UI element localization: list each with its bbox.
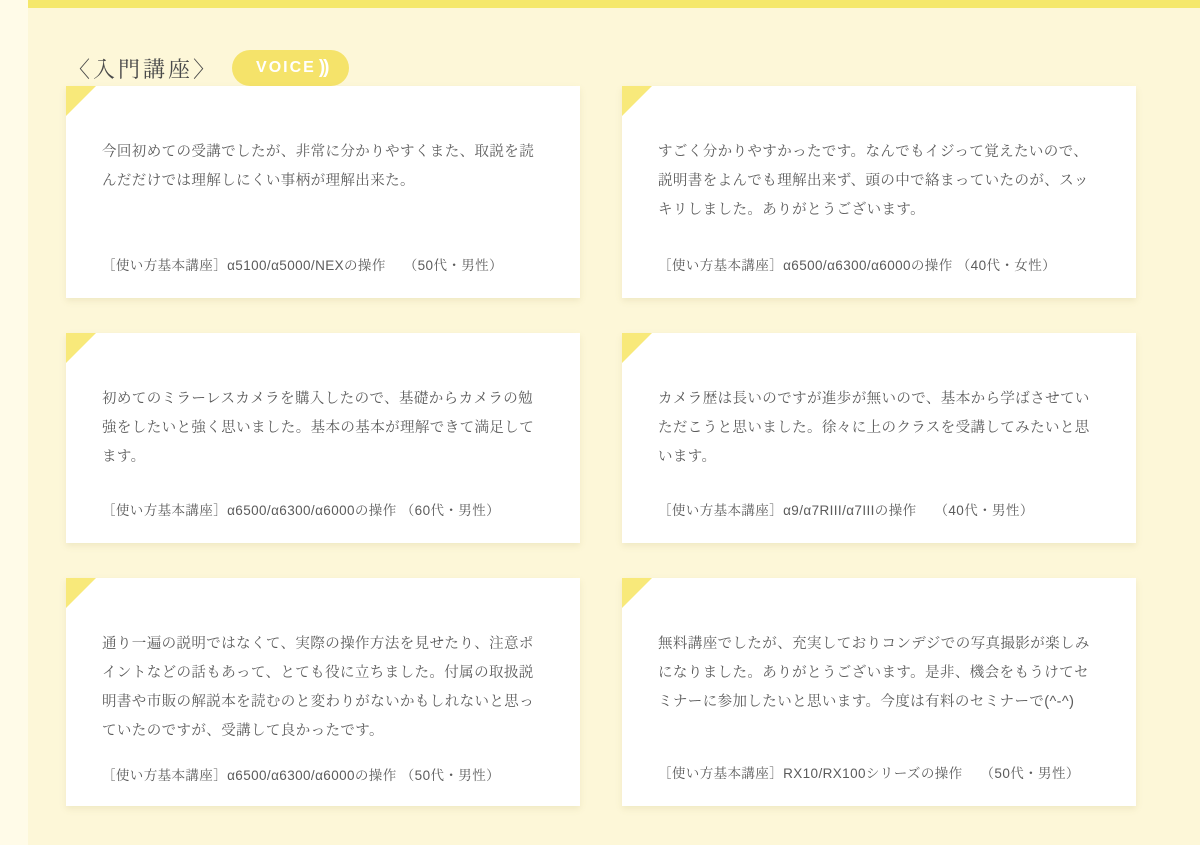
- testimonial-meta: [102, 236, 544, 274]
- testimonial-course: ［使い方基本講座］α6500/α6300/α6000の操作: [658, 258, 953, 273]
- testimonial-course: ［使い方基本講座］RX10/RX100シリーズの操作: [658, 766, 963, 781]
- testimonial-course: ［使い方基本講座］α5100/α5000/NEXの操作: [102, 258, 386, 273]
- left-accent-bar: [0, 0, 28, 845]
- testimonial-profile: （50代・男性）: [980, 766, 1080, 781]
- testimonial-card: [622, 578, 1136, 806]
- testimonial-profile: （60代・男性）: [400, 503, 500, 518]
- testimonial-meta: [658, 481, 1100, 519]
- testimonial-quote: すごく分かりやすかったです。なんでもイジって覚えたいので、説明書をよんでも理解出来ず、頭の中で絡まっていたのが、スッキリしました。ありがとうございます。: [658, 144, 1089, 218]
- testimonial-meta: [658, 744, 1100, 782]
- testimonial-profile: （40代・男性）: [934, 503, 1034, 518]
- voice-badge-label: VOICE: [256, 58, 316, 76]
- testimonial-card: [66, 578, 580, 806]
- corner-fold-icon: [622, 333, 652, 363]
- testimonial-card: [66, 86, 580, 298]
- testimonial-quote: カメラ歴は長いのですが進歩が無いので、基本から学ばさせていただこうと思いました。徐々に上のクラスを受講してみたいと思います。: [658, 391, 1090, 465]
- testimonial-quote: 今回初めての受講でしたが、非常に分かりやすくまた、取説を読んだだけでは理解しにくい事柄が理解出来た。: [102, 144, 535, 189]
- testimonial-card: [622, 86, 1136, 298]
- corner-fold-icon: [66, 86, 96, 116]
- page-title: 〈入門講座〉: [68, 56, 219, 82]
- testimonial-card: [66, 333, 580, 543]
- testimonial-profile: （50代・男性）: [400, 768, 500, 783]
- testimonial-profile: （50代・男性）: [403, 258, 503, 273]
- testimonial-profile: （40代・女性）: [956, 258, 1056, 273]
- corner-fold-icon: [622, 86, 652, 116]
- testimonial-course: ［使い方基本講座］α6500/α6300/α6000の操作: [102, 503, 397, 518]
- testimonial-quote: 無料講座でしたが、充実しておりコンデジでの写真撮影が楽しみになりました。ありがとうございます。是非、機会をもうけてセミナーに参加したいと思います。今度は有料のセミナーで(^-^): [658, 636, 1090, 710]
- testimonial-meta: [658, 236, 1100, 274]
- section-header: [28, 8, 1200, 96]
- testimonial-card: [622, 333, 1136, 543]
- testimonial-grid: [66, 86, 1172, 806]
- testimonial-meta: [102, 746, 544, 784]
- voice-section: [28, 8, 1200, 845]
- top-accent-bar: [0, 0, 1200, 8]
- corner-fold-icon: [622, 578, 652, 608]
- testimonial-quote: 通り一遍の説明ではなくて、実際の操作方法を見せたり、注意ポイントなどの話もあって、とても役に立ちました。付属の取扱説明書や市販の解説本を読むのと変わりがないかもしれないと思っていたのですが、受講して良かったです。: [102, 636, 535, 739]
- testimonial-quote: 初めてのミラーレスカメラを購入したので、基礎からカメラの勉強をしたいと強く思いました。基本の基本が理解できて満足してます。: [102, 391, 535, 465]
- sound-wave-icon: )): [318, 57, 328, 78]
- voice-badge: [232, 50, 349, 86]
- corner-fold-icon: [66, 578, 96, 608]
- testimonial-course: ［使い方基本講座］α9/α7RIII/α7IIIの操作: [658, 503, 917, 518]
- testimonial-course: ［使い方基本講座］α6500/α6300/α6000の操作: [102, 768, 397, 783]
- testimonial-meta: [102, 481, 544, 519]
- corner-fold-icon: [66, 333, 96, 363]
